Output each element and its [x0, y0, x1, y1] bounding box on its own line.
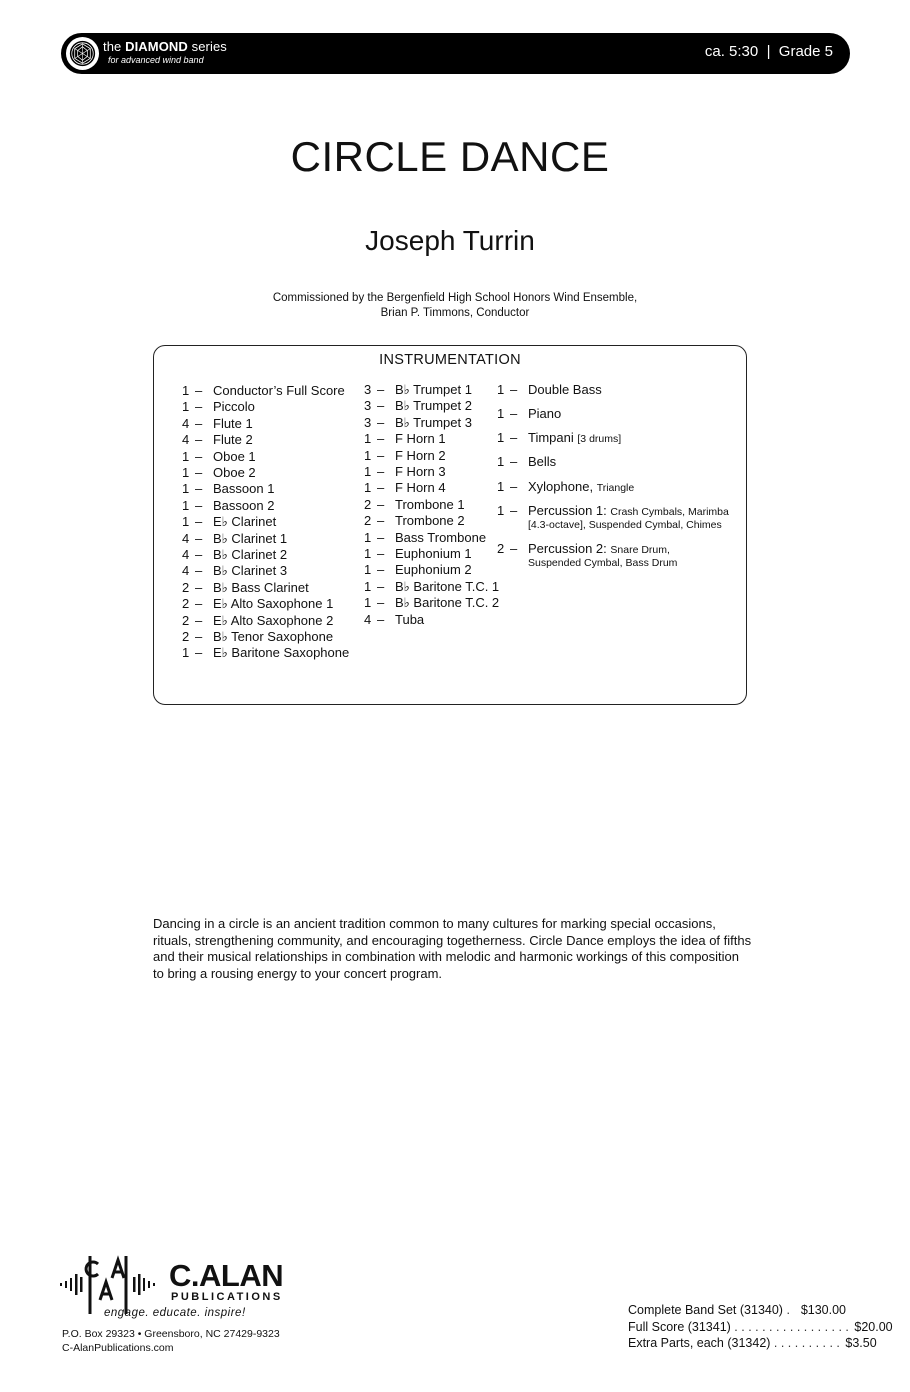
- dash: –: [195, 612, 203, 628]
- series-header-bar: [61, 33, 850, 74]
- instrument-row: [182, 563, 287, 579]
- instrument-row: [497, 382, 602, 397]
- dash: –: [377, 398, 385, 414]
- instrument-row: [497, 503, 729, 531]
- instrument-row: [364, 398, 472, 414]
- instrument-name: B♭ Baritone T.C. 2: [395, 595, 500, 611]
- instrument-name: F Horn 1: [395, 431, 446, 447]
- instrumentation-heading: INSTRUMENTATION: [379, 352, 521, 368]
- dash: –: [377, 431, 385, 447]
- instrument-name: Percussion 2:: [528, 541, 607, 556]
- instrument-quantity: 4: [182, 432, 190, 448]
- dash: –: [195, 645, 203, 661]
- dash: –: [510, 541, 518, 556]
- instrument-quantity: 3: [364, 382, 372, 397]
- instrument-row: [364, 612, 424, 627]
- instrument-quantity: 4: [182, 547, 190, 562]
- instrument-row: [364, 579, 499, 595]
- instrument-quantity: 1: [497, 454, 505, 469]
- instrument-quantity: 1: [497, 406, 505, 421]
- dash: –: [377, 414, 385, 430]
- description-highlight: Circle Dance: [529, 932, 604, 948]
- instrument-row: [182, 531, 287, 547]
- instrument-row: [182, 481, 274, 496]
- program-description: Dancing in a circle is an ancient tradition common to many cultures for marking special occasions, rituals, strengthening community, and encouraging togetherness. Circle Dance employs the idea of fifths and their musical relationships in combination with melodic and harmonic workings of this composition to bring a rousing energy to your concert program.: [153, 916, 752, 981]
- dash: –: [195, 432, 203, 448]
- instrument-name: E♭ Alto Saxophone 1: [213, 596, 334, 612]
- instrument-row: [182, 547, 287, 563]
- instrument-quantity: 3: [364, 398, 372, 414]
- price-value: $130.00: [800, 1303, 846, 1317]
- commission-line-1: Commissioned by the Bergenfield High School Honors Wind Ensemble,: [272, 292, 638, 304]
- price-row: Extra Parts, each (31342) . . . . . . . . . . $3.50: [628, 1336, 877, 1350]
- instrument-quantity: 1: [364, 546, 372, 561]
- dash: –: [510, 479, 518, 494]
- instrument-name: E♭ Clarinet: [213, 514, 277, 530]
- duration-grade: ca. 5:30 | Grade 5: [704, 43, 833, 60]
- series-name: the DIAMOND series: [103, 39, 227, 54]
- instrument-quantity: 1: [182, 645, 190, 661]
- instrument-name: Euphonium 1: [395, 546, 472, 561]
- dash: –: [377, 611, 385, 627]
- instrument-quantity: 4: [182, 563, 190, 579]
- instrument-row: [182, 580, 309, 596]
- instrument-quantity: 1: [182, 497, 190, 513]
- publisher-name: C.ALAN: [169, 1258, 284, 1293]
- instrument-row: [182, 596, 333, 612]
- instrument-quantity: 1: [364, 480, 372, 496]
- dash: –: [195, 596, 203, 612]
- dash: –: [377, 546, 385, 561]
- price-row: Complete Band Set (31340) . $130.00: [628, 1303, 846, 1317]
- instrument-quantity: 2: [364, 513, 372, 529]
- instrument-name: E♭ Alto Saxophone 2: [213, 612, 334, 628]
- instrument-row: [182, 613, 333, 629]
- instrument-row: [364, 382, 472, 398]
- instrument-name: Trombone 1: [395, 496, 465, 512]
- price-value: $20.00: [854, 1319, 893, 1334]
- instrument-quantity: 4: [182, 530, 190, 546]
- instrument-quantity: 1: [182, 448, 190, 464]
- instrument-quantity: 1: [364, 562, 372, 578]
- instrument-detail: Crash Cymbals, Marimba: [610, 506, 729, 518]
- instrument-name: E♭ Baritone Saxophone: [213, 645, 350, 661]
- instrument-quantity: 2: [364, 496, 372, 512]
- instrument-quantity: 2: [497, 541, 505, 556]
- publisher-subtitle: PUBLICATIONS: [171, 1291, 283, 1303]
- instrument-name: Xylophone,: [528, 479, 594, 494]
- instrument-quantity: 1: [364, 595, 372, 611]
- instrument-name: B♭ Tenor Saxophone: [213, 629, 334, 644]
- instrument-name: F Horn 4: [395, 480, 446, 496]
- dash: –: [377, 464, 385, 479]
- composer-name: Joseph Turrin: [365, 225, 535, 256]
- instrument-quantity: 1: [364, 447, 372, 463]
- instrument-name: B♭ Clarinet 2: [213, 547, 288, 562]
- instrument-quantity: 1: [497, 430, 505, 445]
- instrument-name: Trombone 2: [395, 513, 465, 529]
- instrument-quantity: 1: [182, 465, 190, 480]
- instrument-row: [182, 432, 253, 447]
- dash: –: [195, 448, 203, 464]
- instrument-detail-continued: Suspended Cymbal, Bass Drum: [528, 557, 678, 569]
- instrument-quantity: 2: [182, 612, 190, 628]
- dash: –: [195, 465, 203, 480]
- instrument-name: F Horn 2: [395, 447, 446, 463]
- instrument-name: B♭ Trumpet 3: [395, 414, 472, 430]
- dash: –: [377, 480, 385, 496]
- dash: –: [510, 382, 518, 397]
- instrument-row: [182, 645, 349, 661]
- instrument-detail: Triangle: [596, 482, 635, 494]
- instrument-name: B♭ Trumpet 1: [395, 382, 472, 397]
- instrument-quantity: 3: [364, 414, 372, 430]
- instrument-name: Bass Trombone: [395, 529, 487, 545]
- instrument-name: Bassoon 1: [213, 481, 275, 497]
- instrument-name: B♭ Clarinet 3: [213, 563, 288, 579]
- instrument-row: [182, 498, 274, 513]
- instrument-quantity: 1: [497, 382, 505, 397]
- instrument-quantity: 2: [182, 579, 190, 595]
- instrument-quantity: 1: [182, 514, 190, 530]
- instrument-quantity: 1: [182, 481, 190, 497]
- dash: –: [195, 579, 203, 595]
- instrument-name: Double Bass: [528, 382, 602, 397]
- instrument-quantity: 1: [364, 464, 372, 479]
- instrument-row: [364, 448, 446, 463]
- instrument-row: [182, 629, 333, 645]
- commission-note: [0, 291, 910, 321]
- instrument-name: Oboe 2: [213, 465, 256, 480]
- instrument-quantity: 1: [364, 529, 372, 545]
- dash: –: [195, 383, 203, 398]
- dash: –: [195, 497, 203, 513]
- instrument-name: B♭ Baritone T.C. 1: [395, 578, 500, 594]
- instrument-detail-continued: [4.3-octave], Suspended Cymbal, Chimes: [528, 519, 722, 531]
- dash: –: [377, 562, 385, 578]
- instrument-row: [364, 595, 499, 611]
- instrument-quantity: 4: [182, 415, 190, 431]
- instrument-name: Bassoon 2: [213, 497, 275, 513]
- instrument-row: [364, 513, 465, 528]
- instrument-row: [364, 464, 446, 479]
- instrument-name: Tuba: [395, 611, 425, 627]
- instrument-row: [182, 416, 253, 431]
- instrument-row: [364, 497, 465, 512]
- instrument-row: [182, 514, 276, 530]
- instrument-quantity: 1: [182, 383, 190, 398]
- instrument-row: [497, 406, 561, 421]
- instrument-name: Flute 2: [213, 432, 253, 448]
- instrument-detail: [3 drums]: [577, 433, 622, 445]
- dash: –: [195, 530, 203, 546]
- dash: –: [195, 563, 203, 579]
- instrument-name: Timpani: [528, 430, 574, 445]
- instrument-row: [182, 465, 256, 480]
- instrument-row: [364, 431, 446, 446]
- instrument-quantity: 1: [497, 503, 505, 518]
- price-row: Full Score (31341) . . . . . . . . . . . . . . . . . $20.00: [628, 1319, 893, 1334]
- instrument-name: Piccolo: [213, 399, 255, 415]
- publisher-website[interactable]: C-AlanPublications.com: [62, 1342, 174, 1354]
- dash: –: [377, 529, 385, 545]
- piece-title: CIRCLE DANCE: [290, 133, 610, 180]
- pricing-list: [628, 1302, 893, 1352]
- diamond-logo-icon: [65, 36, 100, 71]
- instrumentation-box: [153, 345, 747, 705]
- dash: –: [195, 514, 203, 530]
- dash: –: [195, 481, 203, 497]
- series-subtitle: for advanced wind band: [108, 55, 204, 65]
- instrument-row: [497, 541, 677, 569]
- dash: –: [377, 496, 385, 512]
- instrument-name: Euphonium 2: [395, 562, 472, 578]
- instrument-quantity: 4: [364, 611, 372, 627]
- dash: –: [510, 430, 518, 445]
- dash: –: [195, 399, 203, 415]
- instrument-row: [182, 449, 256, 464]
- instrument-row: [182, 399, 255, 414]
- instrument-row: [497, 479, 634, 494]
- dash: –: [510, 503, 518, 518]
- instrument-quantity: 2: [182, 629, 190, 644]
- dash: –: [377, 513, 385, 529]
- instrument-quantity: 1: [364, 578, 372, 594]
- instrument-name: F Horn 3: [395, 464, 446, 479]
- dash: –: [195, 629, 203, 644]
- instrument-quantity: 1: [364, 431, 372, 447]
- instrument-row: [497, 454, 556, 469]
- instrument-row: [497, 430, 621, 445]
- dash: –: [510, 406, 518, 421]
- instrument-quantity: 2: [182, 596, 190, 612]
- instrument-row: [364, 480, 446, 495]
- instrument-name: Percussion 1:: [528, 503, 607, 518]
- dash: –: [377, 447, 385, 463]
- commission-line-2: Brian P. Timmons, Conductor: [380, 307, 530, 319]
- dash: –: [195, 547, 203, 562]
- publisher-tagline: engage. educate. inspire!: [104, 1307, 246, 1319]
- instrument-name: Bells: [528, 454, 557, 469]
- instrument-row: [364, 562, 472, 577]
- instrument-row: [364, 415, 472, 431]
- instrument-detail: Snare Drum,: [610, 544, 670, 556]
- instrument-quantity: 1: [497, 479, 505, 494]
- instrument-name: B♭ Bass Clarinet: [213, 579, 309, 595]
- instrument-row: [364, 530, 486, 545]
- instrument-name: Conductor’s Full Score: [213, 383, 345, 398]
- publisher-address: P.O. Box 29323 • Greensboro, NC 27429-9323: [62, 1328, 280, 1340]
- instrument-name: Piano: [528, 406, 562, 421]
- instrument-name: Oboe 1: [213, 448, 256, 464]
- dash: –: [510, 454, 518, 469]
- dash: –: [195, 415, 203, 431]
- instrument-row: [364, 546, 472, 561]
- dash: –: [377, 382, 385, 397]
- price-value: $3.50: [845, 1336, 877, 1350]
- publisher-contact: [62, 1327, 280, 1355]
- instrument-name: Flute 1: [213, 415, 253, 431]
- instrument-quantity: 1: [182, 399, 190, 415]
- instrument-name: B♭ Clarinet 1: [213, 530, 288, 546]
- instrument-row: [182, 383, 345, 398]
- instrument-name: B♭ Trumpet 2: [395, 398, 472, 414]
- dash: –: [377, 595, 385, 611]
- dash: –: [377, 578, 385, 594]
